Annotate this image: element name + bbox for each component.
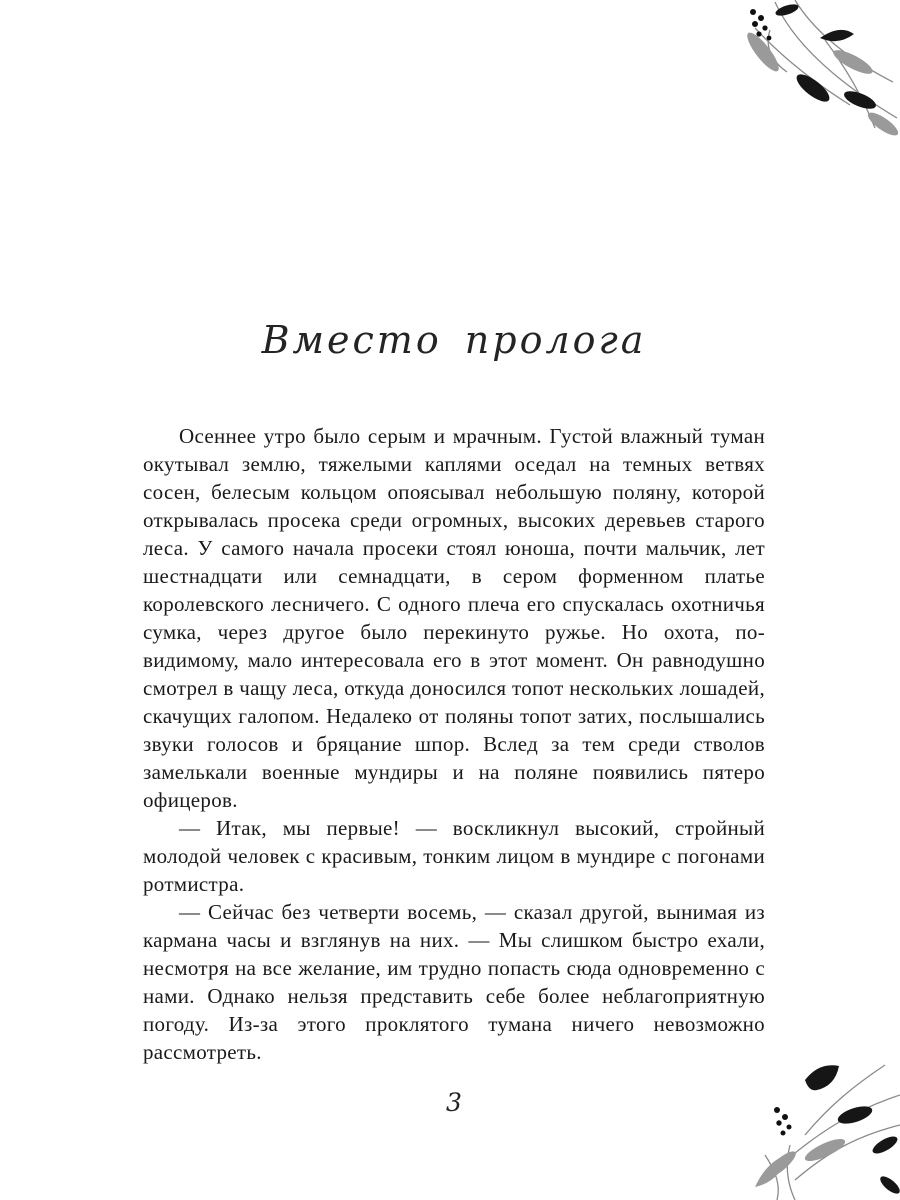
paragraph-2: — Итак, мы первые! — воскликнул высокий, стройный молодой человек с красивым, тонким лицом в мундире с погонами ротмистра. xyxy=(143,816,765,896)
chapter-title: Вместо пролога xyxy=(261,318,647,362)
floral-ornament-bottom-right-icon xyxy=(735,1055,900,1200)
page-number: 3 xyxy=(446,1088,462,1117)
paragraph-1: Осеннее утро было серым и мрачным. Густой влажный туман окутывал землю, тяжелыми каплями оседал на темных ветвях сосен, белесым кольцом опоясывал небольшую поляну, которой открывалась просека среди огромных, высоких деревьев старого леса. У самого начала просеки стоял юноша, почти мальчик, лет шестнадцати или семнадцати, в сером форменном платье королевского лесничего. С одного плеча его спускалась охотничья сумка, через другое было перекинуто ружье. Но охота, по-видимому, мало интересовала его в этот момент. Он равнодушно смотрел в чащу леса, откуда доносился топот нескольких лошадей, скачущих галопом. Недалеко от поляны топот затих, послышались звуки голосов и бряцание шпор. Вслед за тем среди стволов замелькали военные мундиры и на поляне появились пятеро офицеров. xyxy=(143,424,765,812)
paragraph-3: — Сейчас без четверти восемь, — сказал другой, вынимая из кармана часы и взглянув на них. — Мы слишком быстро ехали, несмотря на все желание, им трудно попасть сюда одновременно с нами. Однако нельзя представить себе более неблагоприятную погоду. Из-за этого проклятого тумана ничего невозможно рассмотреть. xyxy=(143,900,765,1064)
floral-ornament-top-right-icon xyxy=(725,0,900,140)
body-text xyxy=(143,422,765,1066)
